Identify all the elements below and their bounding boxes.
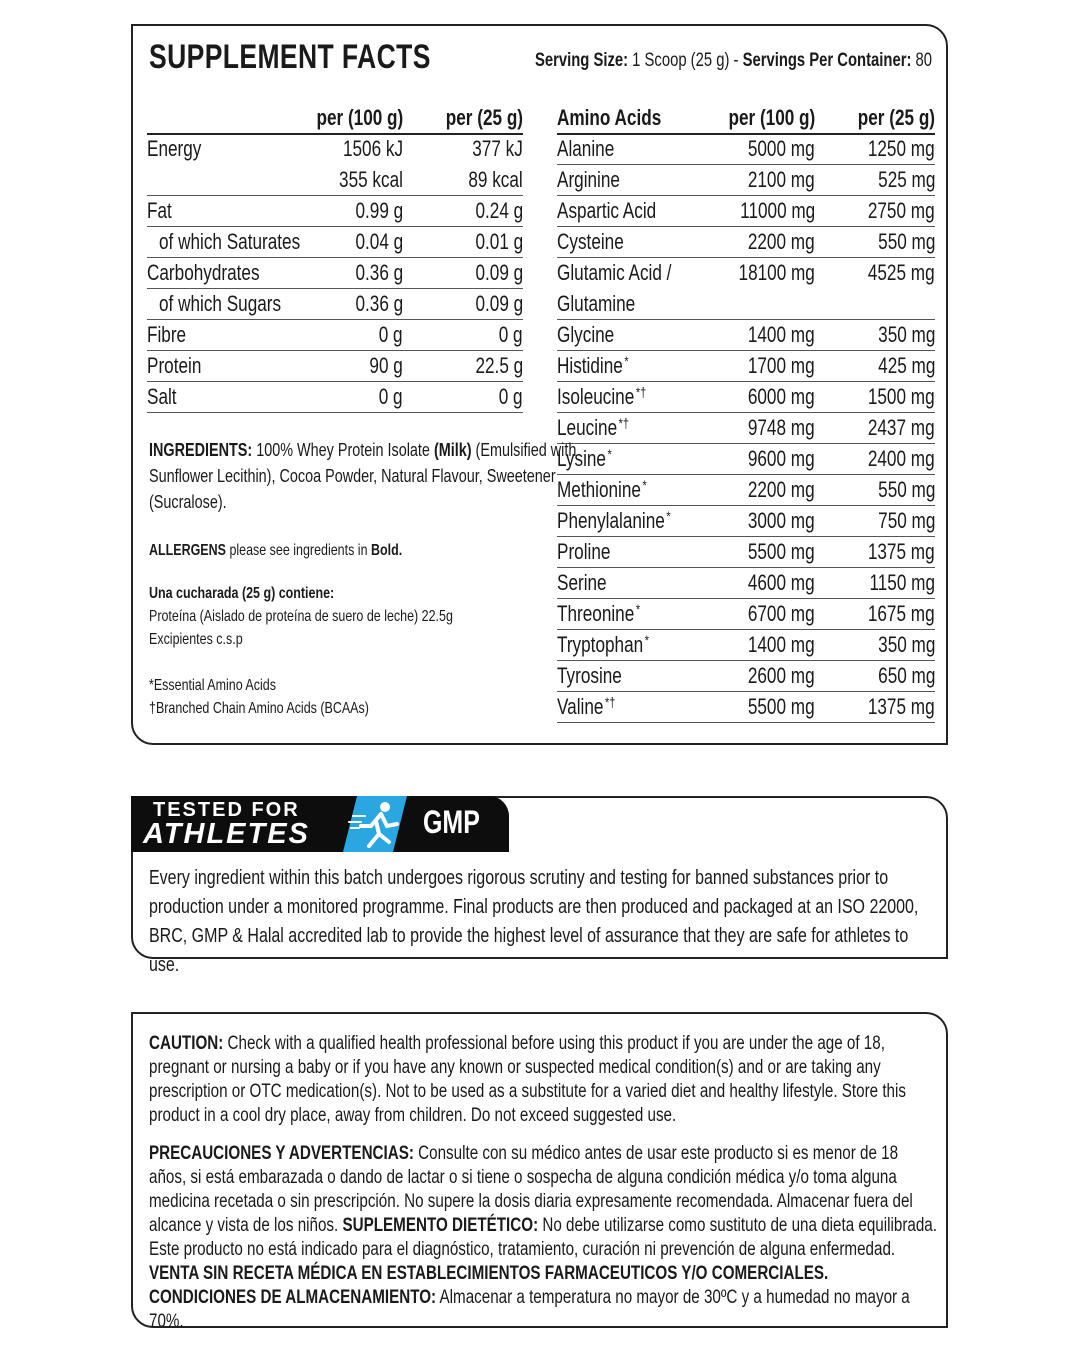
- nutrition-label: of which Saturates: [159, 229, 301, 254]
- amino-acid-row: [557, 288, 935, 320]
- amino-acid-name: Serine: [557, 570, 607, 595]
- amino-value-100g: 6000 mg: [748, 384, 815, 409]
- allergens-label: ALLERGENS: [149, 542, 226, 559]
- amino-acid-name: Glutamic Acid /: [557, 260, 672, 285]
- amino-value-100g: 1700 mg: [748, 353, 815, 378]
- amino-acid-row: [557, 598, 935, 630]
- amino-acid-marker: *: [666, 508, 671, 524]
- nutrition-value-100g: 0 g: [379, 384, 403, 409]
- amino-acid-name: Threonine *: [557, 601, 641, 626]
- nutrition-value-100g: 0 g: [379, 322, 403, 347]
- amino-value-100g: 2600 mg: [748, 663, 815, 688]
- badge-line-1: TESTED FOR: [153, 799, 300, 821]
- venta-label: VENTA SIN RECETA MÉDICA EN ESTABLECIMIENTOS FARMACEUTICOS Y/O COMERCIALES. CONDICIONES DE ALMACENAMIENTO:: [149, 1263, 829, 1308]
- nutrition-value-100g: 0.04 g: [355, 229, 403, 254]
- nutrition-value-25g: 89 kcal: [468, 167, 523, 192]
- amino-acid-row: [557, 412, 935, 444]
- amino-acid-name: Proline: [557, 539, 611, 564]
- athletes-description: Every ingredient within this batch undergoes rigorous scrutiny and testing for banned substances prior to production under a monitored programme. Final products are then produced and packaged at an ISO 22000, BRC, GMP & Halal accredited lab to provide the highest level of assurance that they are safe for athletes to use.: [149, 867, 919, 976]
- amino-acid-row: [557, 226, 935, 258]
- nutrition-label: Fibre: [147, 322, 187, 347]
- spanish-serving-line-2: Excipientes c.s.p: [149, 631, 243, 648]
- amino-header-label: Amino Acids: [557, 105, 662, 130]
- amino-value-25g: 2437 mg: [868, 415, 935, 440]
- amino-value-25g: 1250 mg: [868, 136, 935, 161]
- serving-separator: -: [733, 50, 739, 71]
- nutrition-value-100g: 0.36 g: [355, 291, 403, 316]
- amino-value-100g: 2100 mg: [748, 167, 815, 192]
- amino-acid-marker: *†: [635, 384, 647, 400]
- amino-value-100g: 4600 mg: [748, 570, 815, 595]
- amino-footnotes: [149, 674, 431, 720]
- amino-acid-name: Valine *†: [557, 694, 616, 719]
- nutrition-value-25g: 0.24 g: [475, 198, 523, 223]
- ingredients-text-1: 100% Whey Protein Isolate: [256, 440, 430, 460]
- amino-acid-name: Leucine *†: [557, 415, 630, 440]
- amino-acid-row: [557, 443, 935, 475]
- amino-value-100g: 1400 mg: [748, 632, 815, 657]
- footnote-essential: *Essential Amino Acids: [149, 677, 276, 694]
- amino-acid-name: Histidine *: [557, 353, 629, 378]
- nutrition-value-25g: 377 kJ: [472, 136, 523, 161]
- allergens-bold: Bold.: [370, 542, 403, 559]
- amino-acid-row: [557, 474, 935, 506]
- amino-value-25g: 550 mg: [877, 477, 935, 502]
- caution-text: Check with a qualified health professional before using this product if you are under the age of 18, pregnant or nursing a baby or if you have any known or suspected medical condition(s) and or are taking any prescription or OTC medication(s). Not to be used as a substitute for a varied diet and healthy lifestyle. Store this product in a cool dry place, away from children. Do not exceed suggested use.: [149, 1033, 906, 1126]
- amino-value-100g: 5500 mg: [748, 694, 815, 719]
- nutrition-value-100g: 90 g: [369, 353, 403, 378]
- spanish-serving-heading: Una cucharada (25 g) contiene:: [149, 585, 335, 602]
- facts-title: SUPPLEMENT FACTS: [149, 38, 431, 76]
- amino-value-25g: 4525 mg: [868, 260, 935, 285]
- amino-value-25g: 650 mg: [877, 663, 935, 688]
- amino-value-100g: 5500 mg: [748, 539, 815, 564]
- servings-per-container-label: Servings Per Container:: [742, 50, 912, 71]
- amino-acid-name: Lysine *: [557, 446, 612, 471]
- amino-acid-marker: *: [642, 477, 647, 493]
- nutrition-row: [147, 164, 523, 196]
- amino-value-100g: 2200 mg: [748, 477, 815, 502]
- amino-value-100g: 3000 mg: [748, 508, 815, 533]
- amino-acid-name: Isoleucine *†: [557, 384, 647, 409]
- amino-acid-name: Alanine: [557, 136, 615, 161]
- nutrition-value-100g: 0.99 g: [355, 198, 403, 223]
- allergens-text: please see ingredients in: [229, 542, 368, 559]
- nutrition-value-100g: 1506 kJ: [342, 136, 403, 161]
- amino-acid-marker: *: [635, 601, 641, 617]
- amino-acid-marker: *†: [618, 415, 630, 431]
- amino-acid-row: [557, 629, 935, 661]
- amino-value-25g: 550 mg: [877, 229, 935, 254]
- amino-acid-name: Cysteine: [557, 229, 624, 254]
- amino-acid-name: Tyrosine: [557, 663, 622, 688]
- amino-value-25g: 1500 mg: [868, 384, 935, 409]
- tested-for-athletes-panel: [131, 796, 948, 976]
- amino-value-25g: 1675 mg: [868, 601, 935, 626]
- amino-col1-header: per (100 g): [728, 105, 815, 130]
- footnote-bcaa: †Branched Chain Amino Acids (BCAAs): [149, 700, 369, 717]
- amino-acid-marker: *†: [604, 694, 616, 710]
- amino-value-25g: 525 mg: [877, 167, 935, 192]
- nutrition-col1-header: per (100 g): [316, 105, 403, 130]
- amino-acid-row: [557, 319, 935, 351]
- amino-acid-row: [557, 567, 935, 599]
- amino-acid-marker: *: [644, 632, 649, 648]
- amino-acid-row: [557, 195, 935, 227]
- amino-value-100g: 11000 mg: [739, 198, 815, 223]
- nutrition-row: [147, 226, 523, 258]
- nutrition-value-25g: 22.5 g: [475, 353, 523, 378]
- amino-value-100g: 6700 mg: [748, 601, 815, 626]
- amino-acid-name: Glycine: [557, 322, 615, 347]
- amino-header-row: [557, 102, 935, 135]
- nutrition-label: of which Sugars: [159, 291, 282, 316]
- amino-value-25g: 1375 mg: [868, 694, 935, 719]
- amino-value-25g: 425 mg: [877, 353, 935, 378]
- nutrition-value-25g: 0.09 g: [475, 291, 523, 316]
- allergens-line: [149, 538, 474, 564]
- precauciones-text-2: No debe utilizarse como sustituto de una dieta equilibrada. Este producto no está indicado para el diagnóstico, tratamiento, curación ni prevención de alguna enfermedad.: [149, 1215, 937, 1260]
- amino-acid-marker: *: [624, 353, 629, 369]
- amino-col2-header: per (25 g): [857, 105, 935, 130]
- amino-acid-row: [557, 691, 935, 723]
- amino-value-25g: 1375 mg: [868, 539, 935, 564]
- nutrition-label: Carbohydrates: [147, 260, 260, 285]
- amino-value-100g: 18100 mg: [738, 260, 815, 285]
- amino-acid-name: Phenylalanine *: [557, 508, 671, 533]
- serving-size-value: 1 Scoop (25 g): [632, 50, 730, 71]
- precauciones-label: PRECAUCIONES Y ADVERTENCIAS:: [149, 1143, 414, 1164]
- nutrition-label: Salt: [147, 384, 177, 409]
- precauciones-text-1: Consulte con su médico antes de usar este producto si es menor de 18 años, si está embarazada o dando de lactar o si tiene o sospecha de alguna condición médica y/o toma alguna medicina recetada o sin prescripción. No supere la dosis diaria expresamente recomendada. Almacenar fuera del alcance y vista de los niños.: [149, 1143, 913, 1236]
- amino-value-25g: 2750 mg: [868, 198, 935, 223]
- amino-acid-row: [557, 350, 935, 382]
- amino-acid-row: [557, 660, 935, 692]
- nutrition-value-25g: 0 g: [499, 322, 523, 347]
- suplemento-label: SUPLEMENTO DIETÉTICO:: [342, 1215, 539, 1236]
- nutrition-label: Energy: [147, 136, 202, 161]
- servings-per-container-value: 80: [915, 50, 932, 71]
- amino-acid-name: Aspartic Acid: [557, 198, 657, 223]
- nutrition-value-100g: 355 kcal: [339, 167, 403, 192]
- badge-line-2: ATHLETES: [143, 818, 310, 850]
- nutrition-row: [147, 288, 523, 320]
- precauciones-block: [149, 1142, 939, 1334]
- amino-value-25g: 2400 mg: [868, 446, 935, 471]
- amino-acid-row: [557, 257, 935, 288]
- ingredients-block: [149, 437, 609, 515]
- amino-value-100g: 9600 mg: [748, 446, 815, 471]
- caution-block: [149, 1032, 939, 1128]
- nutrition-label: Fat: [147, 198, 172, 223]
- nutrition-value-25g: 0 g: [499, 384, 523, 409]
- amino-acid-name: Arginine: [557, 167, 620, 192]
- nutrition-row: [147, 350, 523, 382]
- amino-acid-marker: *: [607, 446, 612, 462]
- amino-value-100g: 2200 mg: [748, 229, 815, 254]
- gmp-label: GMP: [423, 804, 480, 840]
- precauciones-text-3: Almacenar a temperatura no mayor de 30ºC y a humedad no mayor a 70%.: [149, 1287, 910, 1332]
- nutrition-value-25g: 0.09 g: [475, 260, 523, 285]
- amino-value-100g: 1400 mg: [748, 322, 815, 347]
- amino-acid-row: [557, 536, 935, 568]
- amino-acid-row: [557, 164, 935, 196]
- running-person-icon: [343, 796, 407, 852]
- spanish-serving-block: [149, 582, 539, 651]
- nutrition-row: [147, 319, 523, 351]
- nutrition-value-100g: 0.36 g: [355, 260, 403, 285]
- nutrition-row: [147, 195, 523, 227]
- nutrition-label: Protein: [147, 353, 202, 378]
- caution-panel: [131, 1012, 948, 1332]
- amino-value-100g: 9748 mg: [748, 415, 815, 440]
- serving-size-label: Serving Size:: [534, 50, 629, 71]
- nutrition-row: [147, 381, 523, 413]
- amino-value-25g: 750 mg: [877, 508, 935, 533]
- ingredients-label: INGREDIENTS:: [149, 440, 253, 460]
- nutrition-row: [147, 133, 523, 164]
- amino-value-25g: 1150 mg: [869, 570, 935, 595]
- ingredients-text-2: (Emulsified with Sunflower Lecithin), Cocoa Powder, Natural Flavour, Sweetener (Sucralose).: [149, 440, 577, 512]
- amino-acid-name: Methionine *: [557, 477, 647, 502]
- supplement-facts-panel: [131, 24, 948, 745]
- serving-info: [423, 50, 932, 72]
- nutrition-row: [147, 257, 523, 289]
- nutrition-value-25g: 0.01 g: [475, 229, 523, 254]
- amino-acid-row: [557, 381, 935, 413]
- spanish-serving-line-1: Proteína (Aislado de proteína de suero de leche) 22.5g: [149, 608, 453, 625]
- ingredients-allergen: (Milk): [433, 440, 472, 460]
- amino-acid-name: Tryptophan *: [557, 632, 649, 657]
- amino-value-100g: 5000 mg: [748, 136, 815, 161]
- tested-for-athletes-badge: [131, 796, 509, 852]
- nutrition-col2-header: per (25 g): [445, 105, 523, 130]
- amino-acid-row: [557, 133, 935, 165]
- nutrition-header-row: [147, 102, 523, 135]
- amino-acid-row: [557, 505, 935, 537]
- caution-label: CAUTION:: [149, 1033, 224, 1054]
- amino-value-25g: 350 mg: [877, 322, 935, 347]
- amino-value-25g: 350 mg: [877, 632, 935, 657]
- amino-acid-name: Glutamine: [557, 291, 636, 316]
